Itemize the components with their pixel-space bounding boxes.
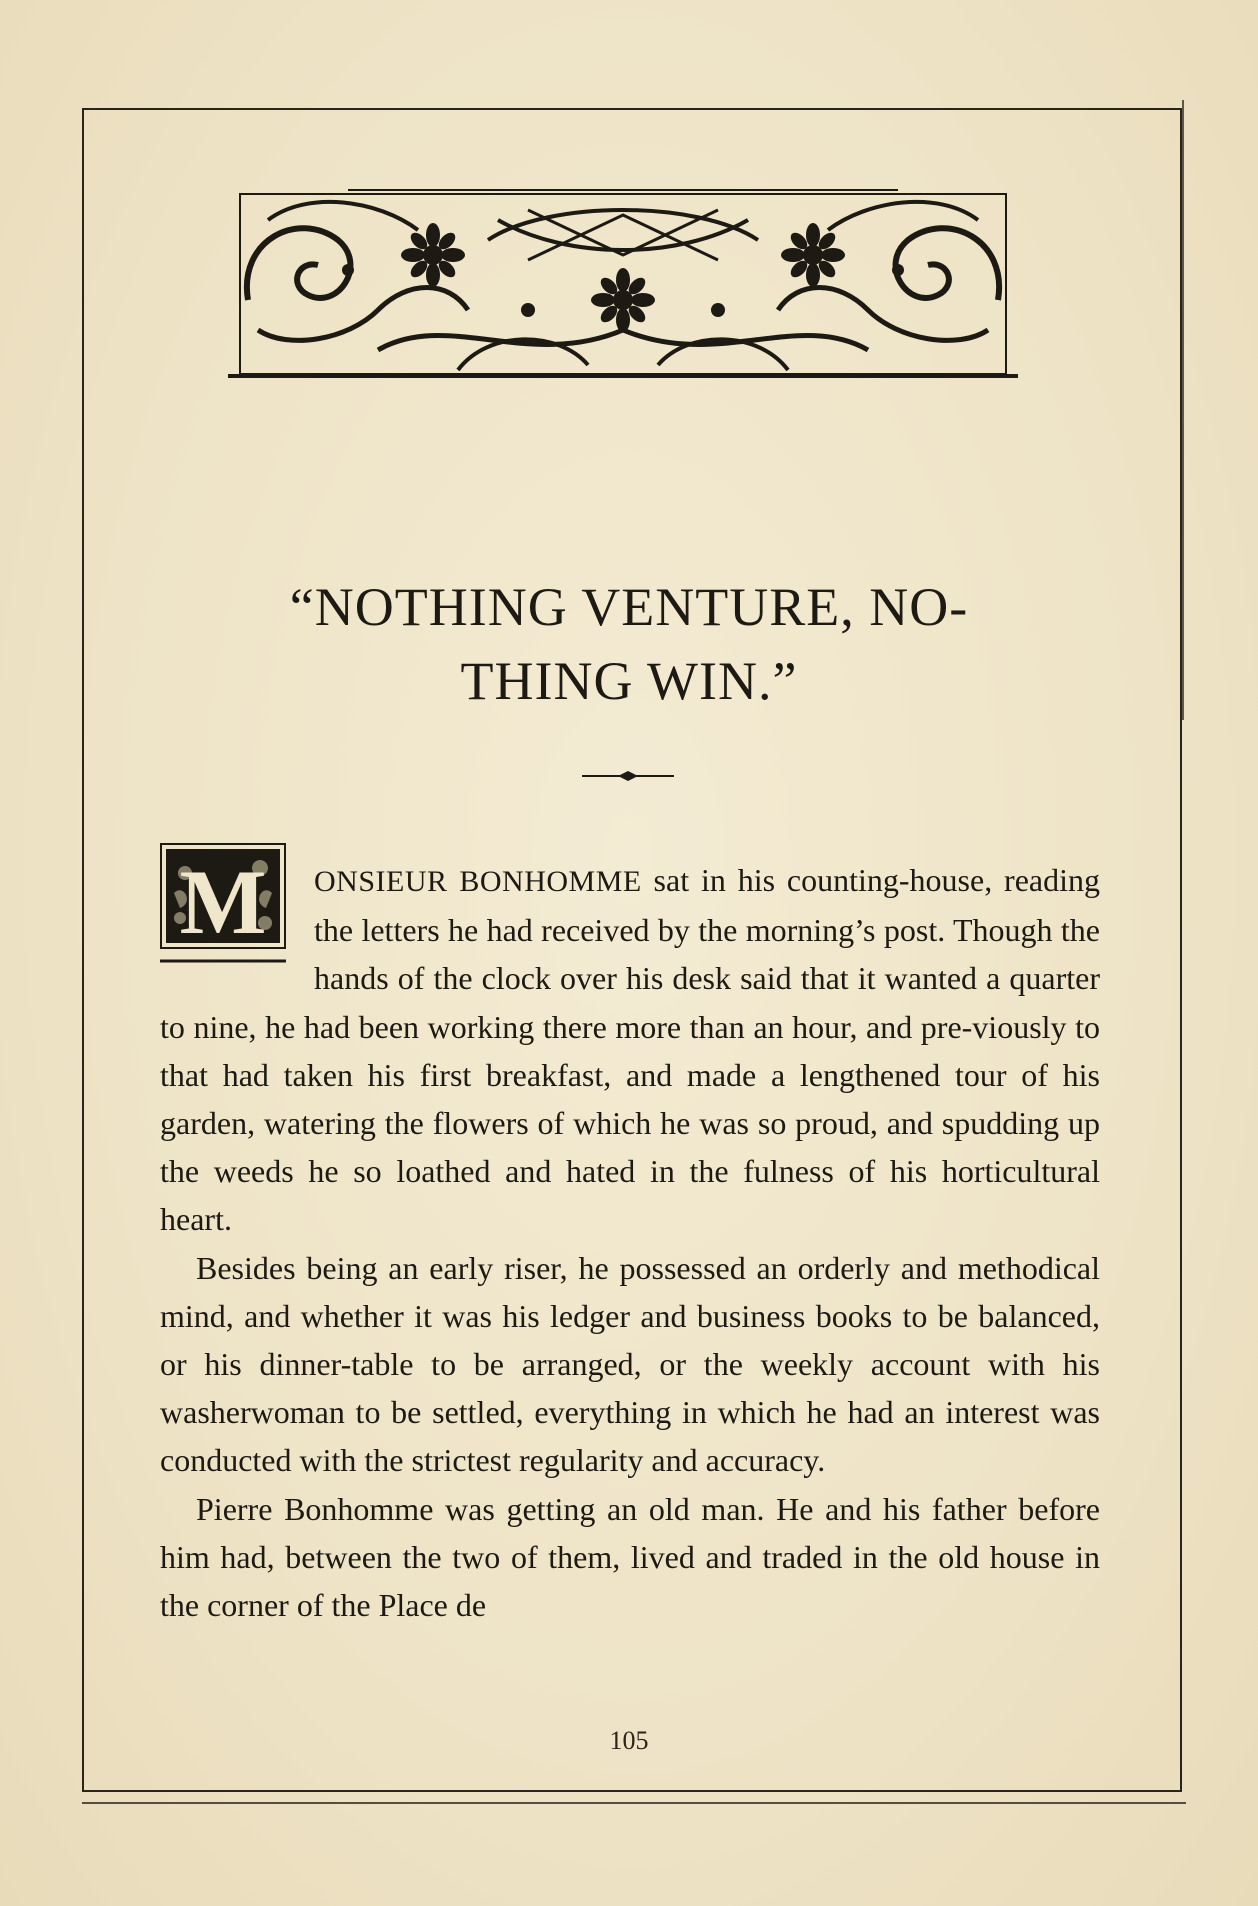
chapter-title [180,570,1078,718]
chapter-title-line-2: THING WIN.” [460,651,798,711]
paragraph-3: Pierre Bonhomme was getting an old man. He and his father before him had, between the two of them, lived and traded in the old house in the corner of the Place de [160,1490,1100,1624]
title-divider-ornament [580,770,676,782]
paragraph-2: Besides being an early riser, he possessed an orderly and methodical mind, and whether it was his ledger and business books to be balanced, or his dinner-table to be arranged, or the weekly account with his washerwoman to be settled, everything in which he had an interest was conducted with the strictest regularity and accuracy. [160,1249,1100,1479]
paragraph-1-text: sat in his counting-house, reading the letters he had received by the morning’s post. Though the hands of the clock over his desk said that it wanted a quarter to nine, he had been working there more than an hour, and pre-viously to that had taken his first breakfast, and made a lengthened tour of his garden, watering the flowers of which he was so proud, and spudding up the weeds he so loathed and hated in the fulness of his horticultural heart. [160,862,1100,1238]
paragraph-1 [160,856,1100,1244]
drop-cap-letter: M [179,851,267,953]
page-number: 105 [609,1726,649,1755]
chapter-title-line-1: “NOTHING VENTURE, NO- [289,577,969,637]
headpiece-ornament [228,180,1018,395]
frame-edge-bottom [82,1802,1186,1804]
frame-edge-right [1182,100,1184,720]
opening-words: ONSIEUR BONHOMME [314,865,642,898]
body-text [160,856,1100,1629]
